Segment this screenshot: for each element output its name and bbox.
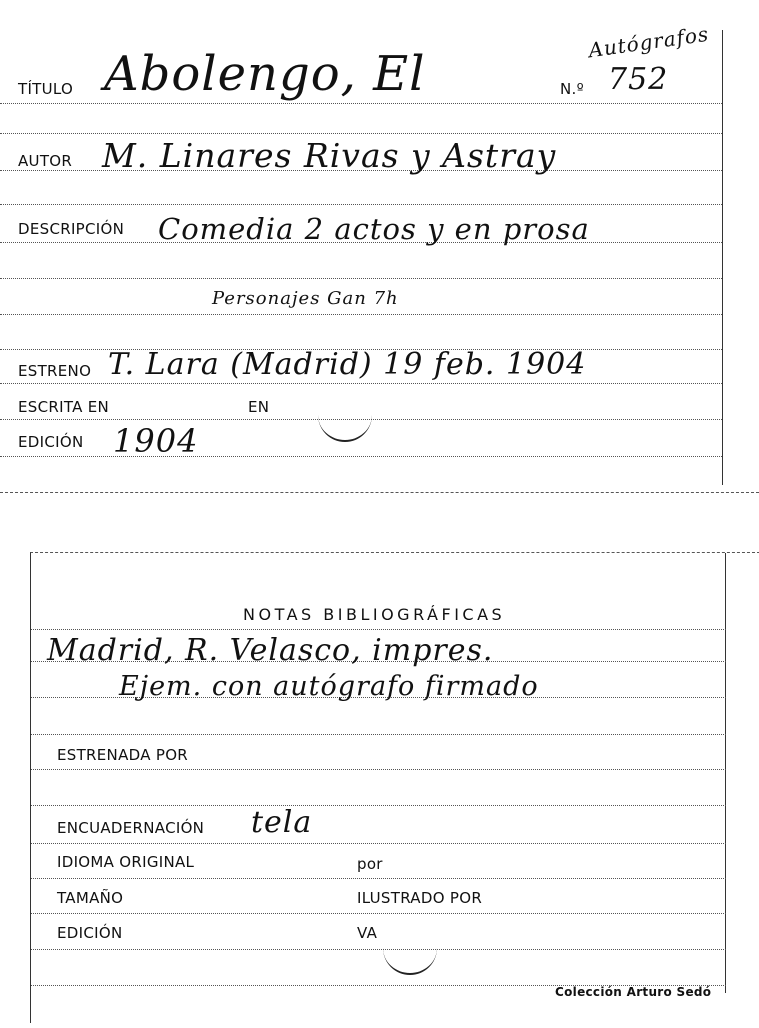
rule [31, 629, 726, 630]
notas-heading: NOTAS BIBLIOGRÁFICAS [243, 605, 506, 624]
descripcion-label: DESCRIPCIÓN [18, 220, 125, 238]
numero-label: N.º [560, 80, 584, 98]
ilustrado-label: ILUSTRADO POR [357, 889, 483, 907]
encuadernacion-value: tela [251, 805, 313, 840]
rule [0, 383, 722, 384]
va-label: VA [357, 924, 378, 942]
rule [31, 949, 726, 950]
catalog-card-back [30, 552, 759, 1023]
rule [31, 878, 726, 879]
note-line-2: Ejem. con autógrafo firmado [119, 671, 539, 702]
autor-label: AUTOR [18, 152, 73, 170]
catalog-card-front [0, 0, 759, 493]
idioma-label: IDIOMA ORIGINAL [57, 853, 195, 871]
collection-credit: Colección Arturo Sedó [555, 985, 712, 999]
card-right-border [722, 30, 723, 485]
rule [0, 314, 722, 315]
escrita-label: ESCRITA EN [18, 398, 110, 416]
note-line-1: Madrid, R. Velasco, impres. [47, 633, 494, 668]
rule [31, 734, 726, 735]
descripcion-value: Comedia 2 actos y en prosa [158, 212, 590, 246]
punch-hole [318, 414, 372, 442]
rule [0, 204, 722, 205]
estreno-label: ESTRENO [18, 362, 92, 380]
rule [31, 769, 726, 770]
edicion-label: EDICIÓN [18, 433, 84, 451]
encuadernacion-label: ENCUADERNACIÓN [57, 819, 205, 837]
en-label: EN [248, 398, 270, 416]
por-label: por [357, 855, 383, 873]
autor-value: M. Linares Rivas y Astray [102, 136, 557, 175]
estreno-value: T. Lara (Madrid) 19 feb. 1904 [108, 347, 587, 382]
tamano-label: TAMAÑO [57, 889, 124, 907]
personajes-note: Personajes Gan 7h [212, 288, 399, 309]
card-right-border [725, 553, 726, 993]
rule [31, 913, 726, 914]
rule [0, 103, 722, 104]
titulo-label: TÍTULO [18, 80, 74, 98]
edicion-label: EDICIÓN [57, 924, 123, 942]
corner-note: Autógrafos [586, 21, 711, 63]
rule [31, 843, 726, 844]
edicion-value: 1904 [113, 422, 199, 460]
titulo-value: Abolengo, El [104, 46, 426, 102]
punch-hole [383, 947, 437, 975]
rule [0, 278, 722, 279]
rule [31, 805, 726, 806]
numero-value: 752 [608, 62, 669, 97]
rule [0, 456, 722, 457]
rule [0, 133, 722, 134]
estrenada-label: ESTRENADA POR [57, 746, 189, 764]
